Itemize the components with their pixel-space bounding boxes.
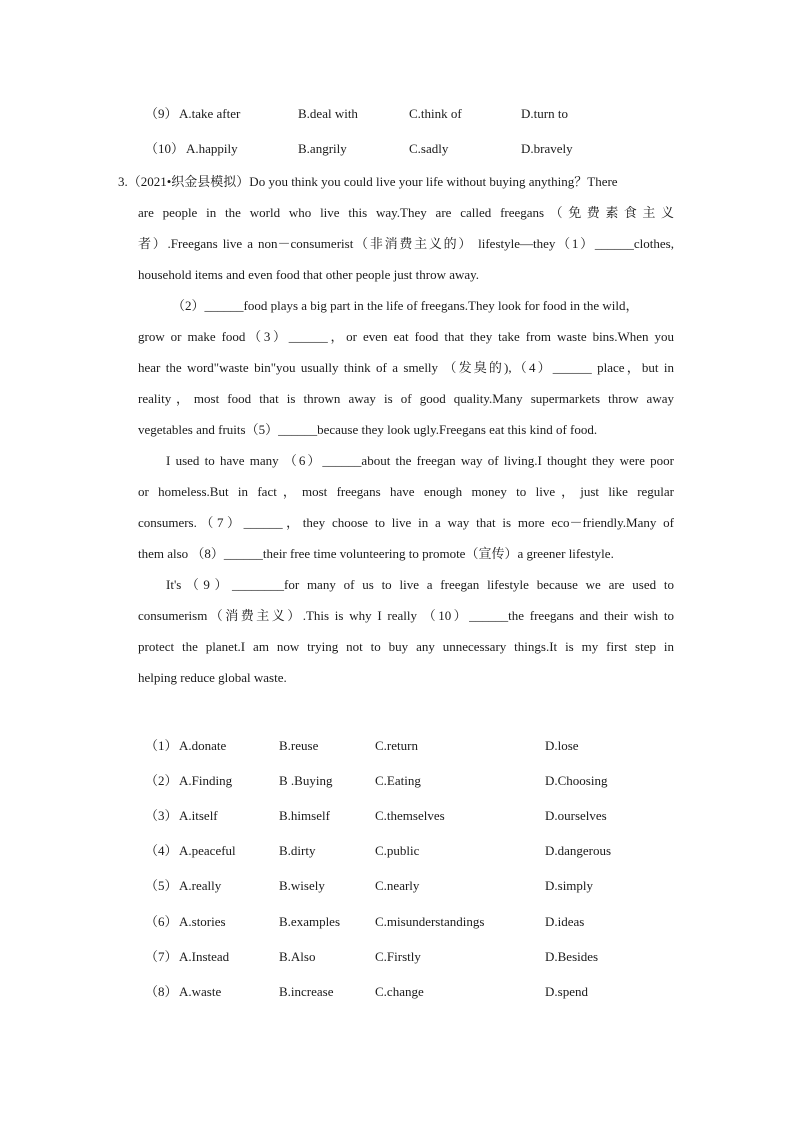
option-a: A.waste — [179, 983, 222, 999]
option-b: B.Also — [279, 948, 316, 964]
option-d: D.ourselves — [545, 808, 607, 824]
option-c: C.sadly — [409, 141, 449, 156]
passage-line: 者）.Freegans live a non－consumerist（非消费主义的） lifestyle—they（1）______clothes, — [138, 236, 674, 251]
option-b: B.examples — [279, 913, 341, 929]
passage-line: hear the word"waste bin"you usually think of a smelly （发臭的),（4）______ place，but in — [138, 360, 674, 375]
passage-line: consumerism（消费主义）.This is why I really （10）______the freegans and their wish to — [138, 608, 674, 623]
option-a: A.itself — [179, 808, 218, 824]
option-number: （10） — [145, 141, 185, 156]
option-a: A.take after — [179, 106, 241, 121]
option-b: B.deal with — [298, 106, 358, 121]
option-c: C.Firstly — [375, 948, 421, 964]
option-d: D.Besides — [545, 948, 599, 964]
option-c: C.return — [375, 738, 418, 753]
passage-line: or homeless.But in fact，most freegans have enough money to live，just like regular — [138, 484, 674, 499]
option-d: D.dangerous — [545, 843, 612, 859]
passage-line: are people in the world who live this way.They are called freegans（免费素食主义 — [138, 205, 674, 220]
option-row-10 — [0, 139, 794, 159]
option-c: C.think of — [409, 106, 462, 121]
option-number: （7） — [145, 948, 178, 964]
option-row — [0, 982, 794, 1002]
option-number: （2） — [145, 773, 178, 789]
passage — [138, 203, 674, 699]
option-row — [0, 876, 794, 896]
question-heading: 3.（2021•织金县模拟）Do you think you could live your life without buying anything？There — [118, 174, 618, 189]
passage-line: （2）______food plays a big part in the life of freegans.They look for food in the wild， — [172, 298, 639, 313]
option-b: B.angrily — [298, 141, 347, 156]
option-number: （8） — [145, 983, 178, 999]
option-c: C.change — [375, 983, 424, 999]
option-row — [0, 841, 794, 861]
option-d: D.simply — [545, 878, 594, 894]
option-a: A.peaceful — [179, 843, 236, 859]
option-number: （5） — [145, 878, 178, 894]
option-row-9 — [0, 104, 794, 124]
passage-line: protect the planet.I am now trying not to buy any unnecessary things.It is my first step in — [138, 639, 674, 654]
passage-line: helping reduce global waste. — [138, 670, 287, 685]
option-c: C.public — [375, 843, 420, 859]
option-b: B.wisely — [279, 878, 325, 894]
passage-line: grow or make food（3）______，or even eat food that they take from waste bins.When you — [138, 329, 674, 344]
option-b: B.himself — [279, 808, 330, 824]
option-number: （4） — [145, 843, 178, 859]
option-row — [0, 736, 794, 756]
passage-line: consumers.（7）______，they choose to live in a way that is more eco－friendly.Many of — [138, 515, 674, 530]
option-a: A.stories — [179, 913, 226, 929]
option-a: A.Finding — [179, 773, 233, 789]
option-d: D.turn to — [521, 106, 568, 121]
option-a: A.donate — [179, 738, 227, 753]
option-d: D.ideas — [545, 913, 585, 929]
option-b: B.dirty — [279, 843, 316, 859]
option-a: A.really — [179, 878, 222, 894]
option-a: A.Instead — [179, 948, 230, 964]
option-d: D.Choosing — [545, 773, 608, 789]
option-d: D.bravely — [521, 141, 573, 156]
option-row — [0, 806, 794, 826]
option-row — [0, 912, 794, 932]
option-d: D.spend — [545, 983, 588, 999]
option-a: A.happily — [186, 141, 238, 156]
option-c: C.themselves — [375, 808, 445, 824]
passage-line: vegetables and fruits（5）______because they look ugly.Freegans eat this kind of food. — [138, 422, 598, 437]
option-number: （6） — [145, 913, 178, 929]
option-row — [0, 771, 794, 791]
option-c: C.Eating — [375, 773, 421, 789]
option-row — [0, 947, 794, 967]
passage-line: I used to have many （6）______about the freegan way of living.I thought they were poor — [166, 453, 674, 468]
option-number: （9） — [145, 106, 178, 121]
option-b: B .Buying — [279, 773, 333, 789]
option-b: B.reuse — [279, 738, 319, 753]
passage-line: reality，most food that is thrown away is of good quality.Many supermarkets throw away — [138, 391, 674, 406]
option-number: （3） — [145, 808, 178, 824]
passage-line: It's（9）________for many of us to live a freegan lifestyle because we are used to — [166, 577, 674, 592]
option-c: C.nearly — [375, 878, 420, 894]
passage-line: them also （8）______their free time volunteering to promote（宣传）a greener lifestyle. — [138, 546, 614, 561]
option-c: C.misunderstandings — [375, 913, 485, 929]
option-b: B.increase — [279, 983, 334, 999]
passage-line: household items and even food that other people just throw away. — [138, 267, 480, 282]
option-number: （1） — [145, 738, 178, 753]
option-d: D.lose — [545, 738, 579, 753]
